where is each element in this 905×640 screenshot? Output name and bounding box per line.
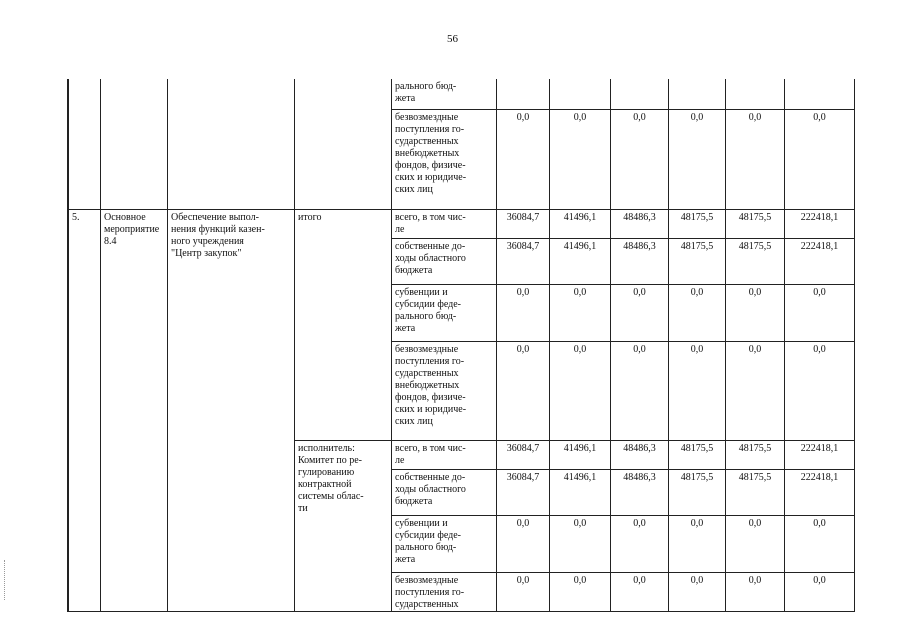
measure-type: Основное мероприятие 8.4 [101,209,168,612]
value-cell: 0,0 [785,341,855,440]
value-cell: 0,0 [726,341,785,440]
value-cell [726,79,785,109]
value-cell: 0,0 [785,284,855,341]
value-cell [497,79,550,109]
funding-source: рального бюд- жета [392,79,497,109]
table-row [69,79,855,109]
funding-source: собственные до- ходы областного бюджета [392,469,497,515]
executor-label: исполнитель: Комитет по ре- гулированию контрактной системы облас- ти [295,440,392,612]
value-cell: 48175,5 [726,209,785,238]
number-cell [69,79,101,209]
value-cell: 48486,3 [611,238,669,284]
value-cell: 0,0 [669,109,726,209]
value-cell: 0,0 [497,341,550,440]
measure-title-cell [168,79,295,209]
value-cell [550,79,611,109]
value-cell: 48486,3 [611,469,669,515]
value-cell: 0,0 [550,109,611,209]
value-cell: 41496,1 [550,440,611,469]
measure-number: 5. [69,209,101,612]
value-cell: 48175,5 [669,209,726,238]
funding-source: субвенции и субсидии феде- рального бюд- жета [392,284,497,341]
value-cell: 48175,5 [669,440,726,469]
value-cell: 36084,7 [497,209,550,238]
value-cell: 48175,5 [726,469,785,515]
value-cell: 0,0 [785,109,855,209]
value-cell: 0,0 [726,572,785,612]
value-cell: 0,0 [611,515,669,572]
value-cell: 0,0 [550,284,611,341]
funding-source: собственные до- ходы областного бюджета [392,238,497,284]
value-cell: 48486,3 [611,440,669,469]
budget-table-grid [68,79,855,612]
value-cell: 41496,1 [550,209,611,238]
value-cell: 222418,1 [785,238,855,284]
value-cell: 0,0 [550,515,611,572]
value-cell: 0,0 [785,572,855,612]
value-cell: 48175,5 [726,440,785,469]
value-cell: 0,0 [611,341,669,440]
value-cell: 0,0 [497,515,550,572]
value-cell: 36084,7 [497,440,550,469]
funding-source: субвенции и субсидии феде- рального бюд- жета [392,515,497,572]
funding-source: безвозмездные поступления го- сударственных внебюджетных фондов, физиче- ских и юридиче- ских лиц [392,109,497,209]
value-cell [669,79,726,109]
measure-title: Обеспечение выпол- нения функций казен- ного учреждения "Центр закупок" [168,209,295,612]
value-cell: 36084,7 [497,469,550,515]
value-cell: 222418,1 [785,209,855,238]
responsible-cell [295,79,392,209]
funding-source: безвозмездные поступления го- сударственных [392,572,497,612]
value-cell: 48486,3 [611,209,669,238]
scan-edge-mark [4,560,9,600]
total-label: итого [295,209,392,440]
funding-source: безвозмездные поступления го- сударственных внебюджетных фондов, физиче- ских и юридиче- ских лиц [392,341,497,440]
value-cell: 0,0 [669,572,726,612]
value-cell: 0,0 [669,515,726,572]
value-cell: 0,0 [550,341,611,440]
value-cell: 0,0 [611,109,669,209]
value-cell: 0,0 [669,284,726,341]
value-cell [611,79,669,109]
table-row [69,209,855,238]
value-cell: 41496,1 [550,469,611,515]
value-cell: 0,0 [726,284,785,341]
value-cell: 48175,5 [726,238,785,284]
value-cell: 48175,5 [669,238,726,284]
value-cell: 0,0 [497,284,550,341]
funding-source: всего, в том чис- ле [392,440,497,469]
measure-type-cell [101,79,168,209]
value-cell: 0,0 [611,284,669,341]
value-cell: 41496,1 [550,238,611,284]
value-cell: 0,0 [550,572,611,612]
value-cell: 222418,1 [785,469,855,515]
value-cell: 0,0 [497,572,550,612]
value-cell: 222418,1 [785,440,855,469]
value-cell: 0,0 [785,515,855,572]
budget-table [67,79,855,612]
funding-source: всего, в том чис- ле [392,209,497,238]
value-cell: 0,0 [669,341,726,440]
value-cell: 0,0 [611,572,669,612]
value-cell: 48175,5 [669,469,726,515]
value-cell: 0,0 [726,109,785,209]
value-cell: 0,0 [726,515,785,572]
value-cell: 0,0 [497,109,550,209]
value-cell: 36084,7 [497,238,550,284]
value-cell [785,79,855,109]
page-number: 56 [447,33,458,45]
